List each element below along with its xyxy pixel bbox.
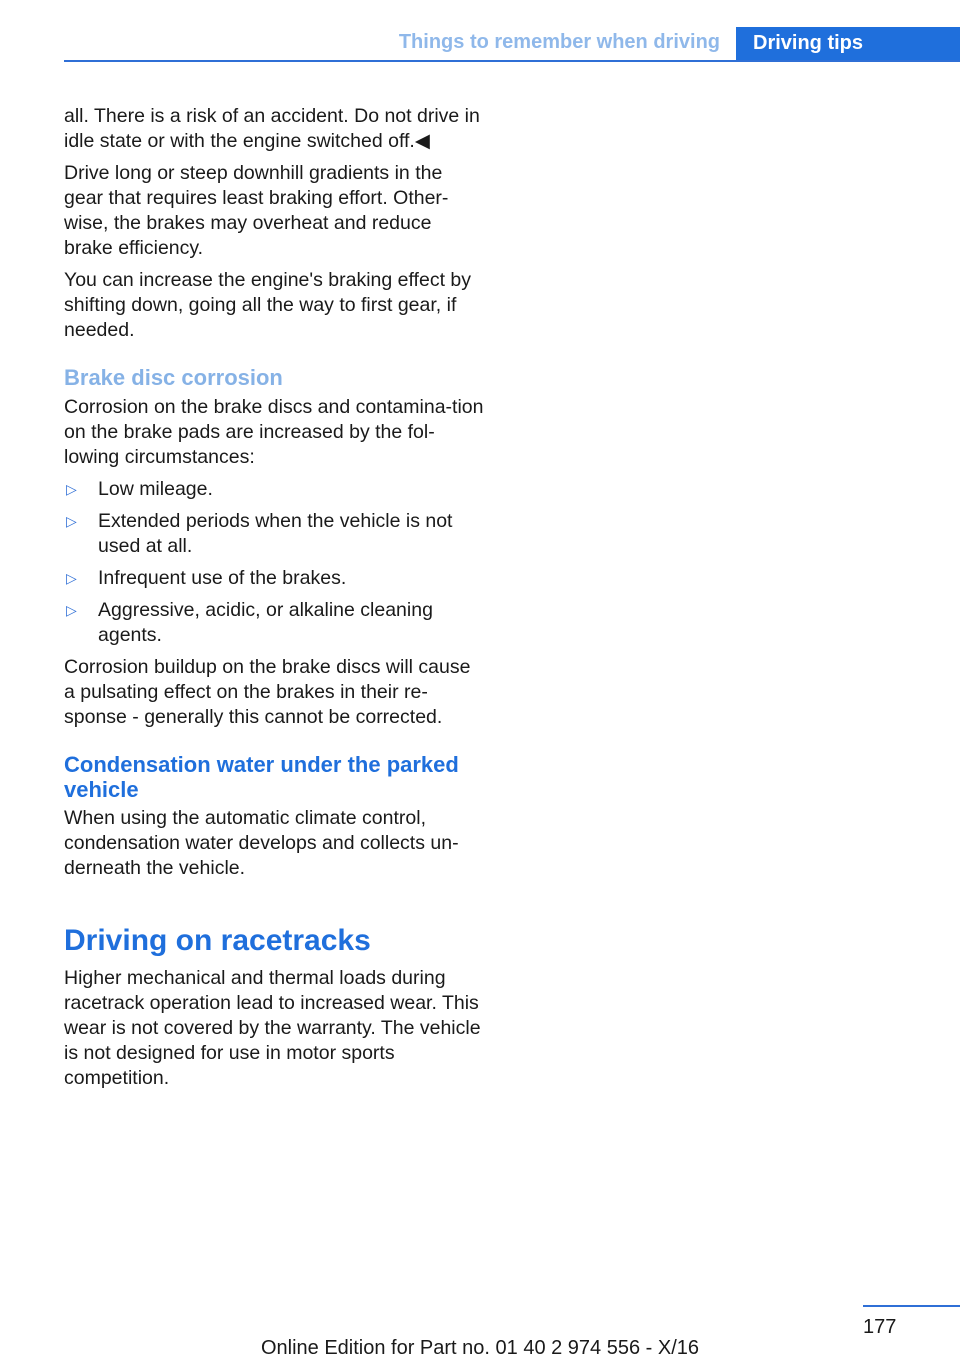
heading-condensation-water: Condensation water under the parked vehicle	[64, 752, 459, 802]
paragraph: Higher mechanical and thermal loads during racetrack operation lead to increased wear. This wear is not covered by the warranty. The vehicle is not designed for use in motor sports competition.	[64, 967, 481, 1089]
page-header	[64, 27, 960, 62]
paragraph: Corrosion on the brake discs and contamina‐tion on the brake pads are increased by the fol‐lowing circumstances:	[64, 396, 484, 468]
list-item	[64, 598, 484, 648]
list-item	[64, 477, 484, 502]
chapter-tab: Driving tips	[736, 27, 960, 62]
paragraph: Drive long or steep downhill gradients in the gear that requires least braking effort. Other‐wise, the brakes may overheat and reduce brake efficiency.	[64, 162, 449, 259]
page-number-divider	[863, 1305, 960, 1307]
paragraph: You can increase the engine's braking effect by shifting down, going all the way to first gear, if needed.	[64, 269, 472, 341]
section-title: Things to remember when driving	[398, 31, 720, 53]
paragraph: all. There is a risk of an accident. Do not drive in idle state or with the engine switched off.◀	[64, 105, 480, 152]
list-item	[64, 509, 484, 559]
triangle-right-icon: ▷	[66, 513, 77, 529]
list-item-text: Infrequent use of the brakes.	[98, 567, 347, 589]
heading-driving-on-racetracks: Driving on racetracks	[64, 924, 371, 957]
header-divider	[64, 60, 960, 62]
triangle-right-icon: ▷	[66, 570, 77, 586]
triangle-right-icon: ▷	[66, 481, 77, 497]
list-item-text: Aggressive, acidic, or alkaline cleaning agents.	[98, 599, 433, 646]
list-item	[64, 566, 484, 591]
paragraph: When using the automatic climate control, condensation water develops and collects un‐derneath the vehicle.	[64, 807, 459, 879]
heading-brake-disc-corrosion: Brake disc corrosion	[64, 365, 283, 390]
triangle-right-icon: ▷	[66, 602, 77, 618]
page-number: 177	[863, 1316, 897, 1338]
edition-footer: Online Edition for Part no. 01 40 2 974 556 - X/16	[260, 1337, 700, 1359]
main-content	[64, 104, 484, 1098]
circumstances-list	[64, 477, 484, 648]
list-item-text: Extended periods when the vehicle is not used at all.	[98, 510, 453, 557]
paragraph: Corrosion buildup on the brake discs will cause a pulsating effect on the brakes in their re‐sponse - generally this cannot be corrected.	[64, 656, 471, 728]
list-item-text: Low mileage.	[98, 478, 213, 500]
